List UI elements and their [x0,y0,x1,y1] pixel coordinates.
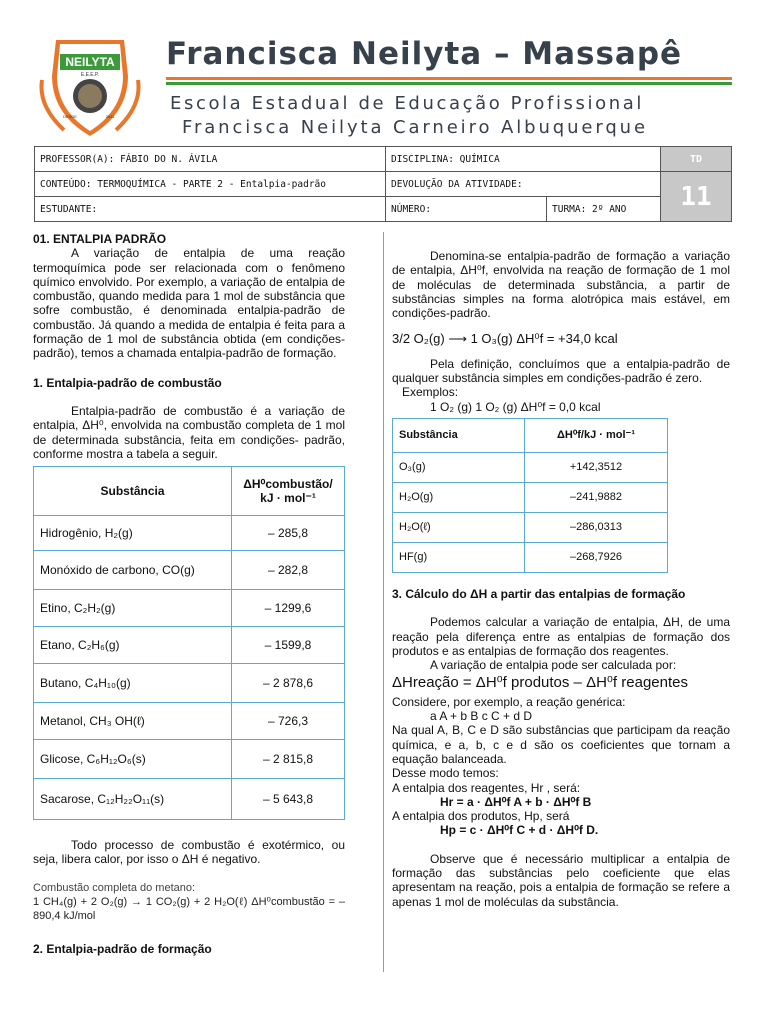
turma-field: TURMA: 2º ANO [547,197,661,222]
section-title: 01. ENTALPIA PADRÃO [33,232,167,246]
logo-small-text: E.E.E.P. [80,72,100,78]
logo-text: NEILYTA [65,55,115,69]
ozone-equation: 3/2 O₂(g) ⟶ 1 O₃(g) ΔH⁰f = +34,0 kcal [392,331,618,347]
column-divider [383,232,384,972]
hp-label: A entalpia dos produtos, Hp, será [392,809,570,824]
calc-text-1: Podemos calcular a variação de entalpia, ΔH, de uma reação pela diferença entre as entalpias de formação dos produtos e as entalpias de formação dos reagentes. [392,615,730,658]
definition-text: Pela definição, concluímos que a entalpia-padrão de qualquer substância simples em condições-padrão é zero. [392,356,730,386]
table-header-enthalpy: ΔH⁰combustão/ kJ · mol⁻¹ [232,467,345,516]
table-row: Monóxido de carbono, CO(g) – 282,8 [34,551,345,590]
left-column [33,232,345,956]
table-row: Metanol, CH₃ OH(ℓ) – 726,3 [34,703,345,740]
table-row: H₂O(g) –241,9882 [393,482,668,512]
hr-label: A entalpia dos reagentes, Hr , será: [392,780,581,795]
coefficients-text: Na qual A, B, C e D são substâncias que participam da reação química, e a, b, c e d são os coeficientes que tornam a equação balanceada. [392,723,730,766]
table-row: H₂O(ℓ) –286,0313 [393,512,668,542]
header-rule-orange [166,77,732,80]
table-header-enthalpy: ΔH⁰f/kJ · mol⁻¹ [525,418,668,452]
examples-label: Exemplos: [402,385,459,400]
table-row: O₃(g) +142,3512 [393,452,668,482]
info-table [34,146,732,222]
enthalpy-formula: ΔHreação = ΔH⁰f produtos – ΔH⁰f reagentes [392,674,688,692]
consider-text: Considere, por exemplo, a reação genérica: [392,694,626,709]
combustion-table [33,466,345,820]
school-subtitle-2: Francisca Neilyta Carneiro Albuquerque [182,117,648,138]
hp-equation: Hp = c · ΔH⁰f C + d · ΔH⁰f D. [440,823,599,838]
generic-reaction: a A + b B c C + d D [430,709,533,724]
td-number: 11 [661,172,732,222]
formation-text: Denomina-se entalpia-padrão de formação a variação de entalpia, ΔH⁰f, envolvida na reação de formação de 1 mol de moléculas de determinada substância, a partir de substâncias simples na forma alotrópica mais estável, em condições-padrão. [392,249,730,321]
conteudo-field: CONTEÚDO: TERMOQUÍMICA - PARTE 2 - Entalpia-padrão [35,172,386,197]
disciplina-field: DISCIPLINA: QUÍMICA [386,147,661,172]
table-row: Etano, C₂H₆(g) – 1599,8 [34,627,345,664]
table-row: Sacarose, C₁₂H₂₂O₁₁(s) – 5 643,8 [34,779,345,820]
subsection-3-title: 3. Cálculo do ΔH a partir das entalpias de formação [392,586,686,601]
logo-desde-text: DESDE [63,114,77,119]
table-row: Etino, C₂H₂(g) – 1299,6 [34,590,345,627]
subsection-2-title: 2. Entalpia-padrão de formação [33,941,212,956]
table-header-substance: Substância [393,418,525,452]
school-subtitle-1: Escola Estadual de Educação Profissional [170,93,644,114]
subsection-1-text: Entalpia-padrão de combustão é a variação de entalpia, ΔH⁰, envolvida na combustão completa de 1 mol de determinada substância, feita em condições- padrão, conforme mostra a tabela a seguir. [33,403,345,461]
table-row: HF(g) –268,7926 [393,542,668,572]
right-column [392,249,730,909]
subsection-1-title: 1. Entalpia-padrão de combustão [33,375,222,390]
methane-equation: 1 CH₄(g) + 2 O₂(g) → 1 CO₂(g) + 2 H₂O(ℓ) ΔH⁰combustão = –890,4 kJ/mol [33,896,345,923]
estudante-field[interactable]: ESTUDANTE: [35,197,386,222]
table-row: Hidrogênio, H₂(g) – 285,8 [34,516,345,551]
hr-equation: Hr = a · ΔH⁰f A + b · ΔH⁰f B [440,794,592,809]
observe-text: Observe que é necessário multiplicar a entalpia de formação das substâncias pelo coeficiente que elas apresentam na reação, pois a entalpia de formação se refere a apenas 1 mol de moléculas da substância. [392,851,730,909]
table-row: Glicose, C₆H₁₂O₆(s) – 2 815,8 [34,740,345,779]
table-header-substance: Substância [34,467,232,516]
methane-caption: Combustão completa do metano: [33,881,196,894]
formation-table [392,418,668,573]
td-label: TD [661,147,732,172]
intro-paragraph: A variação de entalpia de uma reação termoquímica pode ser relacionada com o fenômeno químico envolvido. Por exemplo, a variação de entalpia de combustão, quando medida para 1 mol de substância que sofre combustão, é denominada entalpia-padrão de combustão. Já quando a medida de entalpia é feita para a formação de 1 mol de substância obtida (em condições-padrão), temos a chamada entalpia-padrão de formação. [33,246,345,361]
calc-text-2: A variação de entalpia pode ser calculada por: [430,658,677,673]
numero-field[interactable]: NÚMERO: [386,197,547,222]
thus-text: Desse modo temos: [392,766,499,781]
school-name: Francisca Neilyta – Massapê [166,36,683,72]
logo-year-text: 2011 [105,114,115,119]
table-row: Butano, C₄H₁₀(g) – 2 878,6 [34,664,345,703]
school-logo [34,36,146,142]
example-equation: 1 O₂ (g) 1 O₂ (g) ΔH⁰f = 0,0 kcal [430,399,601,414]
exothermic-text: Todo processo de combustão é exotérmico, ou seja, libera calor, por isso o ΔH é negativo. [33,838,345,867]
devolucao-field: DEVOLUÇÃO DA ATIVIDADE: [386,172,661,197]
header-rule-green [166,82,732,85]
professor-field: PROFESSOR(A): FÁBIO DO N. ÁVILA [35,147,386,172]
